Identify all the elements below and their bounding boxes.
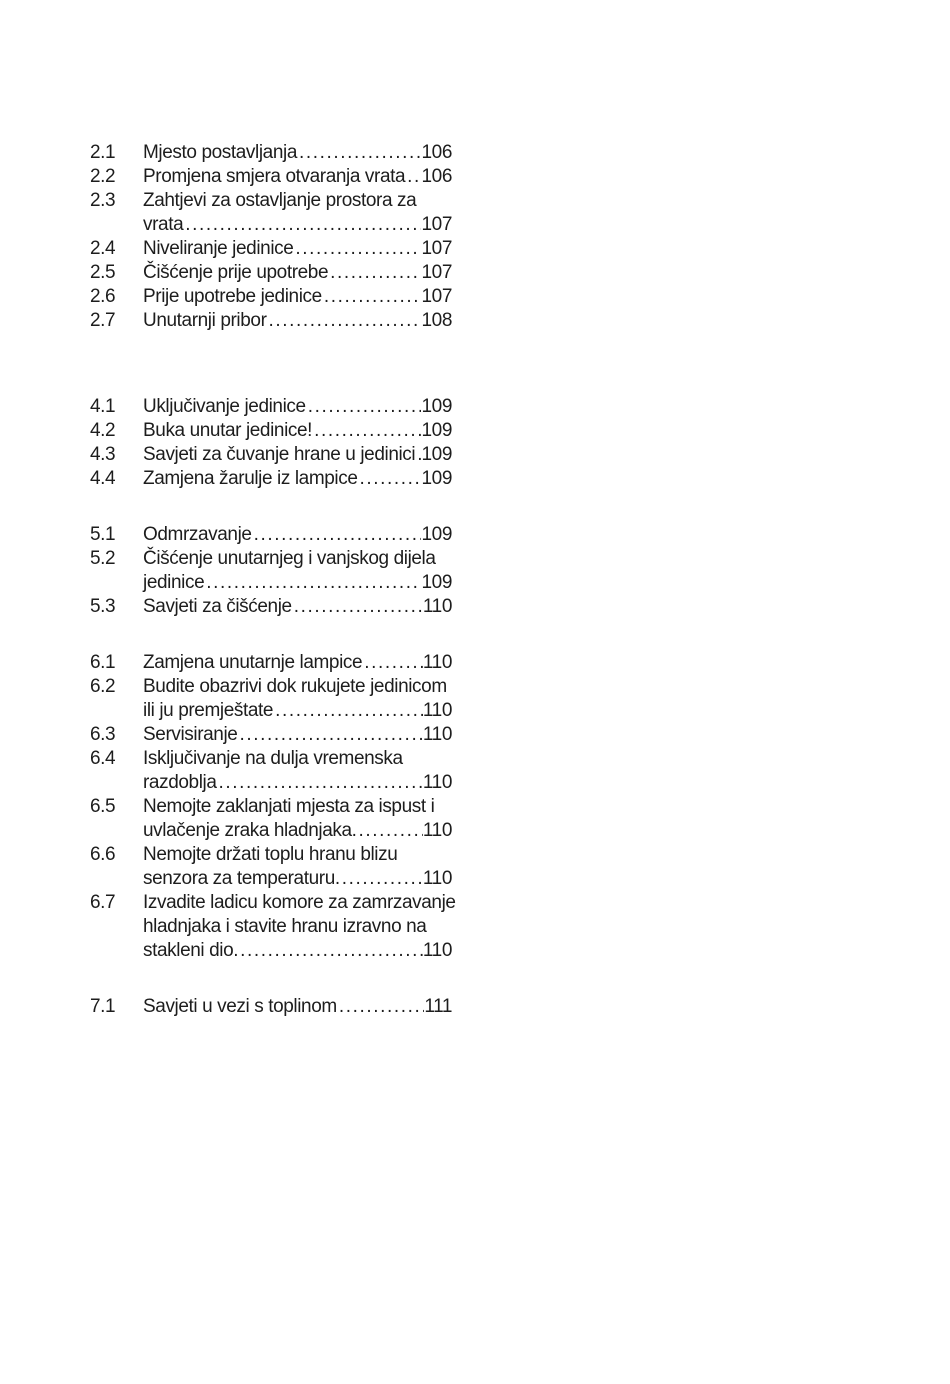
toc-entry-page: 107 [421, 286, 452, 307]
dot-leader [360, 467, 422, 491]
toc-entry-title: Promjena smjera otvaranja vrata [143, 166, 406, 187]
toc-entry-title: Servisiranje [143, 724, 238, 745]
toc-entry-last-line [143, 651, 452, 675]
toc-entry-line: Zahtjevi za ostavljanje prostora za [143, 190, 417, 211]
toc-entry [90, 261, 493, 285]
toc-entry-last-line [143, 467, 452, 491]
toc-entry-last-line [143, 443, 452, 467]
toc-entry-number: 6.6 [90, 844, 116, 865]
toc-entry-body [143, 237, 493, 261]
toc-entry-last-line [143, 395, 452, 419]
toc-entry-number: 5.1 [90, 524, 116, 545]
toc-entry-number: 5.3 [90, 596, 116, 617]
toc-entry-body [143, 261, 493, 285]
toc-entry-title: stakleni dio. [143, 940, 239, 961]
toc-entry-last-line [143, 285, 452, 309]
toc-entry [90, 285, 493, 309]
toc-entry-last-line [143, 771, 452, 795]
dot-leader [407, 165, 421, 189]
toc-entry-last-line [143, 819, 452, 843]
toc-entry [90, 237, 493, 261]
toc-entry-title: Savjeti za čuvanje hrane u jedinici [143, 444, 416, 465]
toc-entry [90, 547, 493, 595]
toc-entry-page: 110 [422, 940, 452, 961]
toc-section-2 [90, 141, 493, 333]
dot-leader [206, 571, 421, 595]
toc-entry-last-line [143, 571, 452, 595]
toc-entry-last-line [143, 141, 452, 165]
dot-leader [364, 651, 423, 675]
toc-entry-line: Izvadite ladicu komore za zamrzavanje [143, 892, 456, 913]
toc-entry-body [143, 523, 493, 547]
dot-leader [299, 141, 422, 165]
toc-entry-page: 106 [421, 142, 452, 163]
dot-leader [342, 867, 423, 891]
toc-entry-title: Uključivanje jedinice [143, 396, 306, 417]
toc-entry-page: 110 [422, 772, 452, 793]
toc-entry-title: Mjesto postavljanja [143, 142, 297, 163]
toc-entry-line: Čišćenje unutarnjeg i vanjskog dijela [143, 548, 436, 569]
dot-leader [359, 819, 423, 843]
toc-entry-body [143, 995, 493, 1019]
toc-entry-page: 110 [422, 868, 452, 889]
toc-entry [90, 419, 493, 443]
toc-entry-number: 6.7 [90, 892, 116, 913]
toc-entry-body [143, 309, 493, 333]
dot-leader [330, 261, 421, 285]
toc-entry-body [143, 651, 493, 675]
toc-entry [90, 995, 493, 1019]
toc-entry [90, 747, 493, 795]
toc-entry-page: 109 [421, 396, 452, 417]
toc-entry-number: 6.5 [90, 796, 116, 817]
toc-entry-page: 109 [421, 572, 452, 593]
toc-entry-number: 4.2 [90, 420, 116, 441]
toc-entry-page: 109 [421, 420, 452, 441]
toc-entry-title: jedinice [143, 572, 205, 593]
toc-entry-last-line [143, 237, 452, 261]
toc-entry-number: 2.7 [90, 310, 116, 331]
toc-entry-title: vrata [143, 214, 184, 235]
toc-entry-body [143, 165, 493, 189]
toc-entry [90, 165, 493, 189]
toc-section-5 [90, 523, 493, 619]
dot-leader [254, 523, 422, 547]
toc-entry-page: 110 [422, 700, 452, 721]
toc-entry-last-line [143, 523, 452, 547]
toc-entry-page: 107 [421, 238, 452, 259]
toc-entry-body [143, 723, 493, 747]
toc-entry-title: Zamjena unutarnje lampice [143, 652, 363, 673]
toc-entry-last-line [143, 165, 452, 189]
toc-entry-line: Budite obazrivi dok rukujete jedinicom [143, 676, 447, 697]
toc-entry-page: 110 [422, 652, 452, 673]
toc-entry [90, 723, 493, 747]
dot-leader [339, 995, 424, 1019]
toc-entry-title: Savjeti za čišćenje [143, 596, 292, 617]
toc-section-4 [90, 395, 493, 491]
toc-section-6 [90, 651, 493, 963]
toc-entry-line: Isključivanje na dulja vremenska [143, 748, 403, 769]
toc-entry-page: 110 [422, 820, 452, 841]
toc-entry-number: 6.3 [90, 724, 116, 745]
toc-section-7 [90, 995, 493, 1019]
toc-entry-title: Unutarnji pribor [143, 310, 267, 331]
toc-entry-title: Buka unutar jedinice! [143, 420, 313, 441]
toc-entry-number: 5.2 [90, 548, 116, 569]
toc-entry-last-line [143, 723, 452, 747]
toc-entry-last-line [143, 939, 452, 963]
toc-entry-number: 4.4 [90, 468, 116, 489]
toc-entry-title: Zamjena žarulje iz lampice [143, 468, 358, 489]
toc-entry [90, 189, 493, 237]
toc-entry-page: 106 [421, 166, 452, 187]
toc-entry-page: 109 [421, 468, 452, 489]
toc-entry-body [143, 747, 493, 795]
toc-entry-number: 2.3 [90, 190, 116, 211]
dot-leader [295, 237, 421, 261]
toc-entry-body [143, 189, 493, 237]
dot-leader [275, 699, 423, 723]
toc-entry-body [143, 795, 493, 843]
toc-entry-body [143, 891, 493, 963]
toc-entry-page: 111 [424, 996, 452, 1017]
toc-entry-last-line [143, 995, 452, 1019]
toc-entry [90, 795, 493, 843]
toc-entry [90, 467, 493, 491]
dot-leader [240, 939, 423, 963]
toc-entry-number: 4.3 [90, 444, 116, 465]
toc-entry-last-line [143, 419, 452, 443]
toc-entry-title: Savjeti u vezi s toplinom [143, 996, 337, 1017]
toc-entry [90, 443, 493, 467]
toc-entry-page: 109 [421, 524, 452, 545]
toc-entry-number: 2.6 [90, 286, 116, 307]
toc-entry-last-line [143, 213, 452, 237]
toc-entry-last-line [143, 261, 452, 285]
dot-leader [314, 419, 421, 443]
toc-entry-title: Čišćenje prije upotrebe [143, 262, 329, 283]
toc-entry-body [143, 443, 493, 467]
toc-entry [90, 651, 493, 675]
toc-entry-line: Nemojte držati toplu hranu blizu [143, 844, 398, 865]
toc-entry-number: 2.4 [90, 238, 116, 259]
toc-entry-title: Odmrzavanje [143, 524, 252, 545]
toc-entry-number: 2.5 [90, 262, 116, 283]
toc-entry-last-line [143, 867, 452, 891]
toc-entry-page: 107 [421, 214, 452, 235]
toc-entry-number: 2.1 [90, 142, 116, 163]
toc-entry [90, 675, 493, 723]
dot-leader [269, 309, 422, 333]
toc-entry [90, 395, 493, 419]
toc-entry-number: 2.2 [90, 166, 116, 187]
toc-entry [90, 595, 493, 619]
toc-entry-line: Nemojte zaklanjati mjesta za ispust i [143, 796, 435, 817]
toc-entry-number: 6.4 [90, 748, 116, 769]
toc-entry-page: 107 [421, 262, 452, 283]
toc-entry-number: 6.1 [90, 652, 116, 673]
toc-entry-page: 109 [421, 444, 452, 465]
dot-leader [294, 595, 423, 619]
toc-entry-number: 7.1 [90, 996, 116, 1017]
toc-entry [90, 141, 493, 165]
toc-entry [90, 891, 493, 963]
dot-leader [308, 395, 422, 419]
toc-entry-page: 108 [421, 310, 452, 331]
toc-entry-title: senzora za temperaturu. [143, 868, 340, 889]
toc-entry-last-line [143, 309, 452, 333]
toc-entry-body [143, 675, 493, 723]
toc-entry-title: uvlačenje zraka hladnjaka. [143, 820, 357, 841]
toc-entry-body [143, 843, 493, 891]
table-of-contents [90, 141, 493, 1019]
dot-leader [219, 771, 423, 795]
toc-entry-body [143, 595, 493, 619]
toc-entry-page: 110 [422, 596, 452, 617]
toc-entry-body [143, 419, 493, 443]
toc-entry [90, 843, 493, 891]
toc-entry-last-line [143, 595, 452, 619]
toc-entry-number: 6.2 [90, 676, 116, 697]
toc-entry-page: 110 [422, 724, 452, 745]
toc-entry-body [143, 395, 493, 419]
toc-entry-line: hladnjaka i stavite hranu izravno na [143, 916, 427, 937]
dot-leader [239, 723, 422, 747]
toc-entry [90, 523, 493, 547]
toc-entry-title: ili ju premještate [143, 700, 274, 721]
toc-entry-last-line [143, 699, 452, 723]
toc-entry-title: Prije upotrebe jedinice [143, 286, 322, 307]
toc-entry-body [143, 467, 493, 491]
toc-entry-title: razdoblja [143, 772, 217, 793]
toc-entry [90, 309, 493, 333]
toc-entry-body [143, 547, 493, 595]
toc-entry-body [143, 141, 493, 165]
dot-leader [185, 213, 421, 237]
toc-entry-title: Niveliranje jedinice [143, 238, 294, 259]
toc-entry-body [143, 285, 493, 309]
dot-leader [324, 285, 422, 309]
toc-entry-number: 4.1 [90, 396, 116, 417]
